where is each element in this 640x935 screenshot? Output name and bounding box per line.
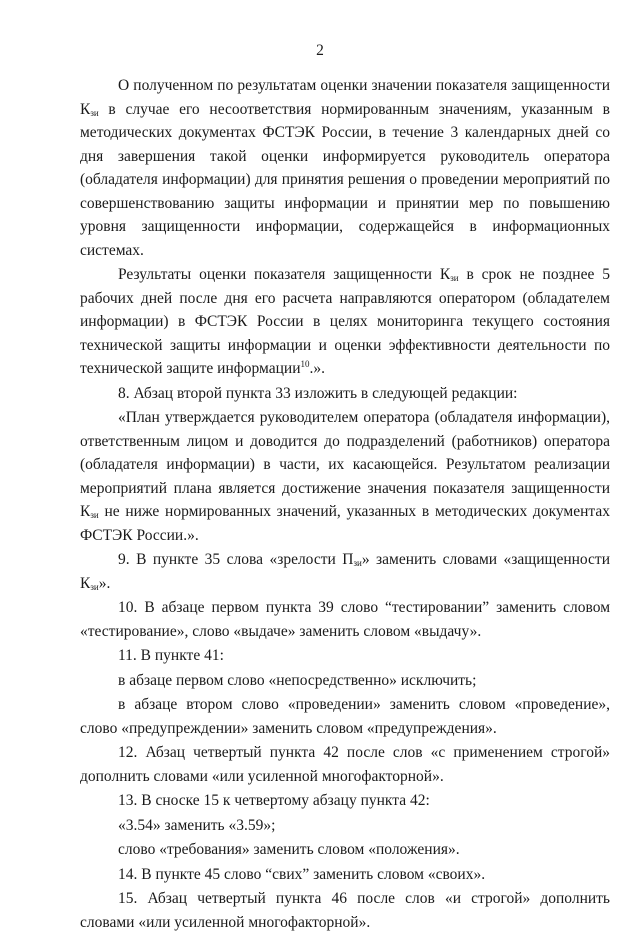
paragraph-11: 13. В сноске 15 к четвертому абзацу пункта 42: xyxy=(118,792,430,809)
paragraph-4-text-a: «План утверждается руководителем оператора (обладателя информации), ответственным лицом и доводится до подразделений (работников) оператора (обладателя информации) в части, их касающейся. Результатом реализации мероприятий плана является достижение значения показателя защищенности К xyxy=(80,409,610,520)
paragraph-2-text-c: .». xyxy=(309,360,326,377)
paragraph-5-text-b: » заменить словами «защищенности К xyxy=(80,551,611,592)
index-subscript: зи xyxy=(90,107,99,118)
paragraph-10: 12. Абзац четвертый пункта 42 после слов «с применением строгой» дополнить словами «или усиленной многофакторной». xyxy=(80,744,610,785)
document-body xyxy=(80,74,610,935)
paragraph-2-text-b: в срок не позднее 5 рабочих дней после дня его расчета направляются оператором (обладателем информации) в ФСТЭК России в целях мониторинга текущего состояния технической защиты информации и оценки эффективности деятельности по технической защите информации xyxy=(80,266,611,377)
index-subscript: зи xyxy=(450,273,459,283)
paragraph-4 xyxy=(80,406,610,547)
paragraph-5-text-a: 9. В пункте 35 слова «зрелости П xyxy=(118,551,354,568)
paragraph-3: 8. Абзац второй пункта 33 изложить в следующей редакции: xyxy=(118,384,518,402)
paragraph-1 xyxy=(80,74,610,262)
paragraph-5-text-c: ». xyxy=(98,574,111,592)
paragraph-4-text-b: не ниже нормированных значений, указанных в методических документах ФСТЭК России.». xyxy=(80,503,610,544)
paragraph-2 xyxy=(80,263,610,381)
index-subscript: зи xyxy=(90,581,99,592)
paragraph-1-text-a: О полученном по результатам оценки значении показателя защищенности К xyxy=(80,77,610,118)
index-subscript: зи xyxy=(90,510,99,520)
paragraph-5 xyxy=(80,548,610,595)
paragraph-13: слово «требования» заменить словом «положения». xyxy=(118,841,460,858)
paragraph-6: 10. В абзаце первом пункта 39 слово “тестировании” заменить словом «тестирование», слово «выдаче» заменить словом «выдачу». xyxy=(80,599,610,640)
paragraph-2-text-a: Результаты оценки показателя защищенности К xyxy=(118,266,451,283)
paragraph-14: 14. В пункте 45 слово “свих” заменить словом «своих». xyxy=(118,865,486,883)
index-subscript: зи xyxy=(353,558,362,568)
page-number: 2 xyxy=(316,42,324,59)
paragraph-15: 15. Абзац четвертый пункта 46 после слов «и строгой» дополнить словами «или усиленной многофакторной». xyxy=(80,890,610,931)
paragraph-9: в абзаце втором слово «проведении» заменить словом «проведение», слово «предупреждении» заменить словом «предупреждения». xyxy=(80,696,610,737)
paragraph-7: 11. В пункте 41: xyxy=(118,647,224,664)
paragraph-1-text-b: в случае его несоответствия нормированным значениям, указанным в методических документах ФСТЭК России, в течение 3 календарных дней со дня завершения такой оценки информируется руководитель оператора (обладателя информации) для принятия решения о проведении мероприятий по совершенствованию защиты информации и принятии мер по повышению уровня защищенности информации, содержащейся в информационных системах. xyxy=(80,100,610,259)
paragraph-8: в абзаце первом слово «непосредственно» исключить; xyxy=(118,671,477,689)
footnote-marker: 10 xyxy=(300,359,310,369)
paragraph-12: «3.54» заменить «3.59»; xyxy=(118,816,276,834)
